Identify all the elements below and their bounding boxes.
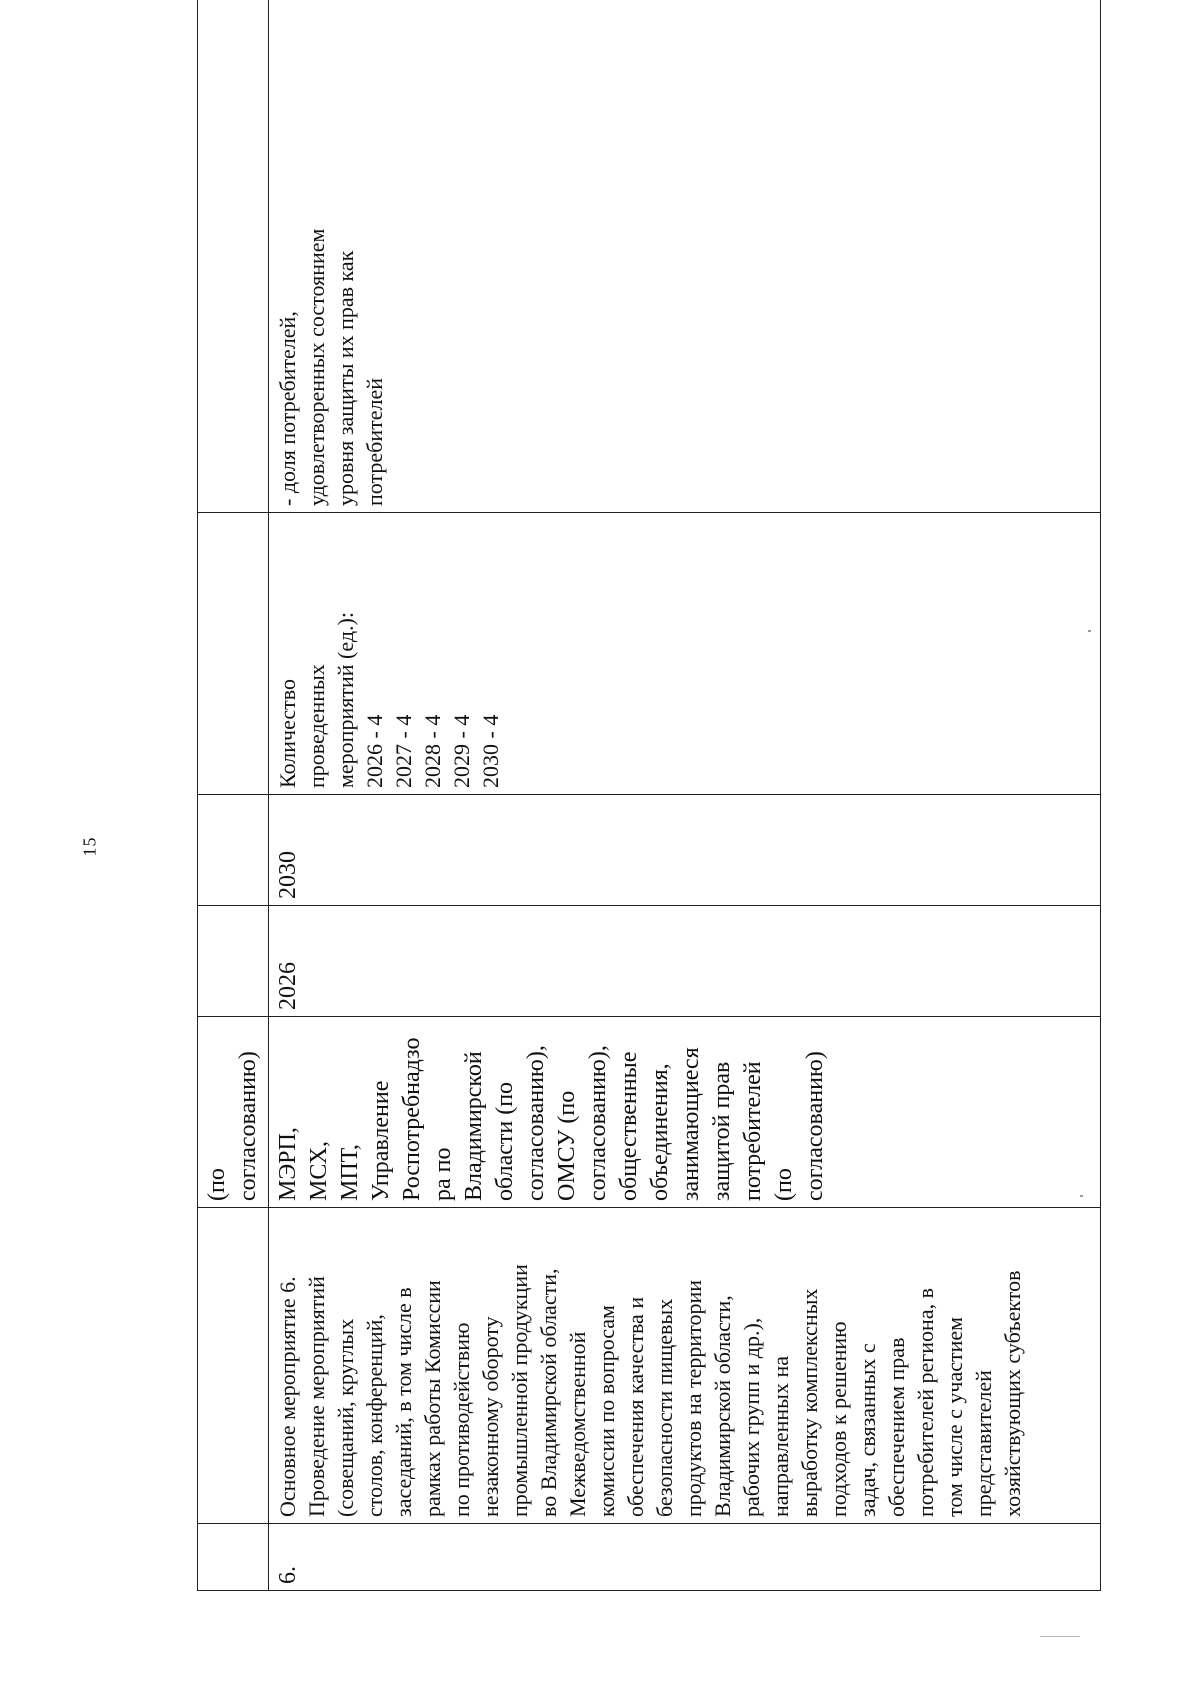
- responsible-text: [273, 1023, 831, 1201]
- activity-line: промышленной продукции: [507, 1264, 532, 1517]
- activity-line: по противодействию: [449, 1322, 474, 1517]
- indicator-cell: [269, 513, 1101, 795]
- responsible-line: МЭРП,: [275, 1127, 301, 1201]
- activity-line: во Владимирской области,: [536, 1268, 561, 1517]
- result-line: удовлетворенных состоянием: [304, 228, 329, 506]
- activity-line: рабочих групп и др.),: [739, 1317, 764, 1517]
- activity-text: [273, 1214, 1027, 1517]
- activity-line: обеспечением прав: [884, 1337, 909, 1517]
- end-year-cell: [269, 795, 1101, 906]
- hdr-line: (по: [204, 1168, 230, 1201]
- result-line: - доля потребителей,: [275, 311, 300, 506]
- end-year: 2030: [275, 851, 301, 899]
- responsible-cell: [269, 1017, 1101, 1208]
- responsible-line: Роспотребнадзо: [399, 1037, 425, 1201]
- responsible-line: общественные: [616, 1051, 642, 1201]
- scan-edge-mark: [1040, 1636, 1080, 1637]
- activity-line: Проведение мероприятий: [304, 1276, 329, 1517]
- responsible-line: объединения,: [647, 1063, 673, 1201]
- measures-table: [197, 0, 1101, 1591]
- activity-line: незаконному обороту: [478, 1316, 503, 1517]
- responsible-line: занимающиеся: [678, 1047, 704, 1201]
- header-cell-result: [198, 0, 269, 513]
- result-line: потребителей: [362, 378, 387, 506]
- indicator-line: 2026 - 4: [362, 714, 387, 788]
- responsible-line: области (по: [492, 1081, 518, 1201]
- rotated-table-container: [197, 56, 1101, 1591]
- activity-line: комиссии по вопросам: [594, 1305, 619, 1517]
- row-number-text: 6.: [275, 1566, 301, 1584]
- header-cell-responsible: [198, 1017, 269, 1208]
- header-cell-activity: [198, 1208, 269, 1524]
- responsible-line: МСХ,: [306, 1140, 332, 1201]
- indicator-line: 2027 - 4: [391, 714, 416, 788]
- hdr-line: согласованию): [235, 1051, 261, 1201]
- header-cell-start: [198, 906, 269, 1017]
- indicator-line: 2030 - 4: [478, 714, 503, 788]
- page-number: 15: [79, 836, 100, 857]
- activity-line: задач, связанных с: [855, 1343, 880, 1517]
- responsible-line: согласованию),: [585, 1045, 611, 1201]
- activity-line: представителей: [971, 1370, 996, 1517]
- responsible-line: защитой прав: [709, 1061, 735, 1201]
- activity-line: столов, конференций,: [362, 1314, 387, 1517]
- indicator-line: 2029 - 4: [449, 714, 474, 788]
- scan-speck: [1088, 630, 1091, 632]
- activity-line: хозяйствующих субъектов: [1000, 1270, 1025, 1517]
- responsible-line: Управление: [368, 1080, 394, 1201]
- header-cell-number: [198, 1524, 269, 1591]
- activity-line: Основное мероприятие 6.: [275, 1276, 300, 1517]
- activity-line: безопасности пищевых: [652, 1298, 677, 1517]
- responsible-continuation: [202, 1023, 264, 1201]
- activity-line: том числе с участием: [942, 1316, 967, 1517]
- table-row: [269, 0, 1101, 1591]
- activity-line: потребителей региона, в: [913, 1288, 938, 1517]
- activity-line: выработку комплексных: [797, 1288, 822, 1517]
- activity-line: заседаний, в том числе в: [391, 1287, 416, 1517]
- indicator-line: проведенных: [304, 664, 329, 788]
- indicator-line: 2028 - 4: [420, 714, 445, 788]
- row-number: [269, 1524, 1101, 1591]
- indicator-line: мероприятий (ед.):: [333, 612, 358, 788]
- indicator-line: Количество: [275, 678, 300, 788]
- activity-line: Межведомственной: [565, 1331, 590, 1517]
- responsible-line: потребителей: [740, 1061, 766, 1201]
- activity-cell: [269, 1208, 1101, 1524]
- activity-line: обеспечения качества и: [623, 1296, 648, 1517]
- responsible-line: согласованию): [802, 1051, 828, 1201]
- responsible-line: ОМСУ (по: [554, 1090, 580, 1201]
- start-year-cell: [269, 906, 1101, 1017]
- activity-line: продуктов на территории: [681, 1279, 706, 1517]
- responsible-line: согласованию),: [523, 1045, 549, 1201]
- responsible-line: (по: [771, 1168, 797, 1201]
- result-cell: [269, 0, 1101, 513]
- table-header-row: [198, 0, 269, 1591]
- activity-line: Владимирской области,: [710, 1295, 735, 1517]
- activity-line: рамках работы Комиссии: [420, 1280, 445, 1517]
- result-line: уровня защиты их прав как: [333, 250, 358, 506]
- result-text: [273, 0, 389, 506]
- activity-line: (совещаний, круглых: [333, 1318, 358, 1517]
- header-cell-indicator: [198, 513, 269, 795]
- start-year: 2026: [275, 962, 301, 1010]
- activity-line: подходов к решению: [826, 1321, 851, 1517]
- responsible-line: ра по: [430, 1147, 456, 1201]
- indicator-text: [273, 519, 505, 788]
- activity-line: направленных на: [768, 1356, 793, 1517]
- responsible-line: МПТ,: [337, 1144, 363, 1201]
- scan-speck: [1080, 1195, 1083, 1197]
- header-cell-end: [198, 795, 269, 906]
- responsible-line: Владимирской: [461, 1051, 487, 1201]
